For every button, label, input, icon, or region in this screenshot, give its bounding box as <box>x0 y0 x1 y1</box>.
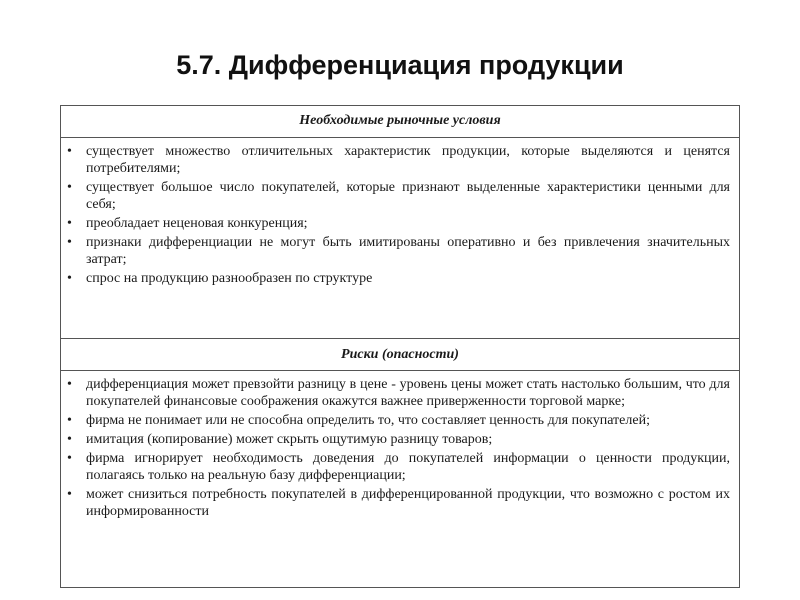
list-item: • фирма не понимает или не способна определить то, что составляет ценность для покупателей; <box>67 412 730 429</box>
risks-header: Риски (опасности) <box>61 338 739 371</box>
list-item: • преобладает неценовая конкуренция; <box>67 215 730 232</box>
list-item: • может снизиться потребность покупателей в дифференцированной продукции, что возможно с ростом их информированности <box>67 486 730 520</box>
conditions-cell <box>61 143 739 289</box>
list-item: • существует множество отличительных характеристик продукции, которые выделяются и ценятся потребителями; <box>67 143 730 177</box>
risks-cell <box>61 376 739 522</box>
risks-list <box>61 376 739 520</box>
list-item: • спрос на продукцию разнообразен по структуре <box>67 270 730 287</box>
list-item: • дифференциация может превзойти разницу в цене - уровень цены может стать настолько большим, что для покупателей финансовые соображения окажутся важнее приверженности торговой марке; <box>67 376 730 410</box>
conditions-list <box>61 143 739 287</box>
content-table <box>60 105 740 588</box>
list-item: • имитация (копирование) может скрыть ощутимую разницу товаров; <box>67 431 730 448</box>
list-item: • фирма игнорирует необходимость доведения до покупателей информации о ценности продукции, полагаясь только на реальную базу дифференциации; <box>67 450 730 484</box>
list-item: • признаки дифференциации не могут быть имитированы оперативно и без привлечения значительных затрат; <box>67 234 730 268</box>
conditions-header: Необходимые рыночные условия <box>61 106 739 138</box>
page-title: 5.7. Дифференциация продукции <box>176 50 624 80</box>
list-item: • существует большое число покупателей, которые признают выделенные характеристики ценными для себя; <box>67 179 730 213</box>
